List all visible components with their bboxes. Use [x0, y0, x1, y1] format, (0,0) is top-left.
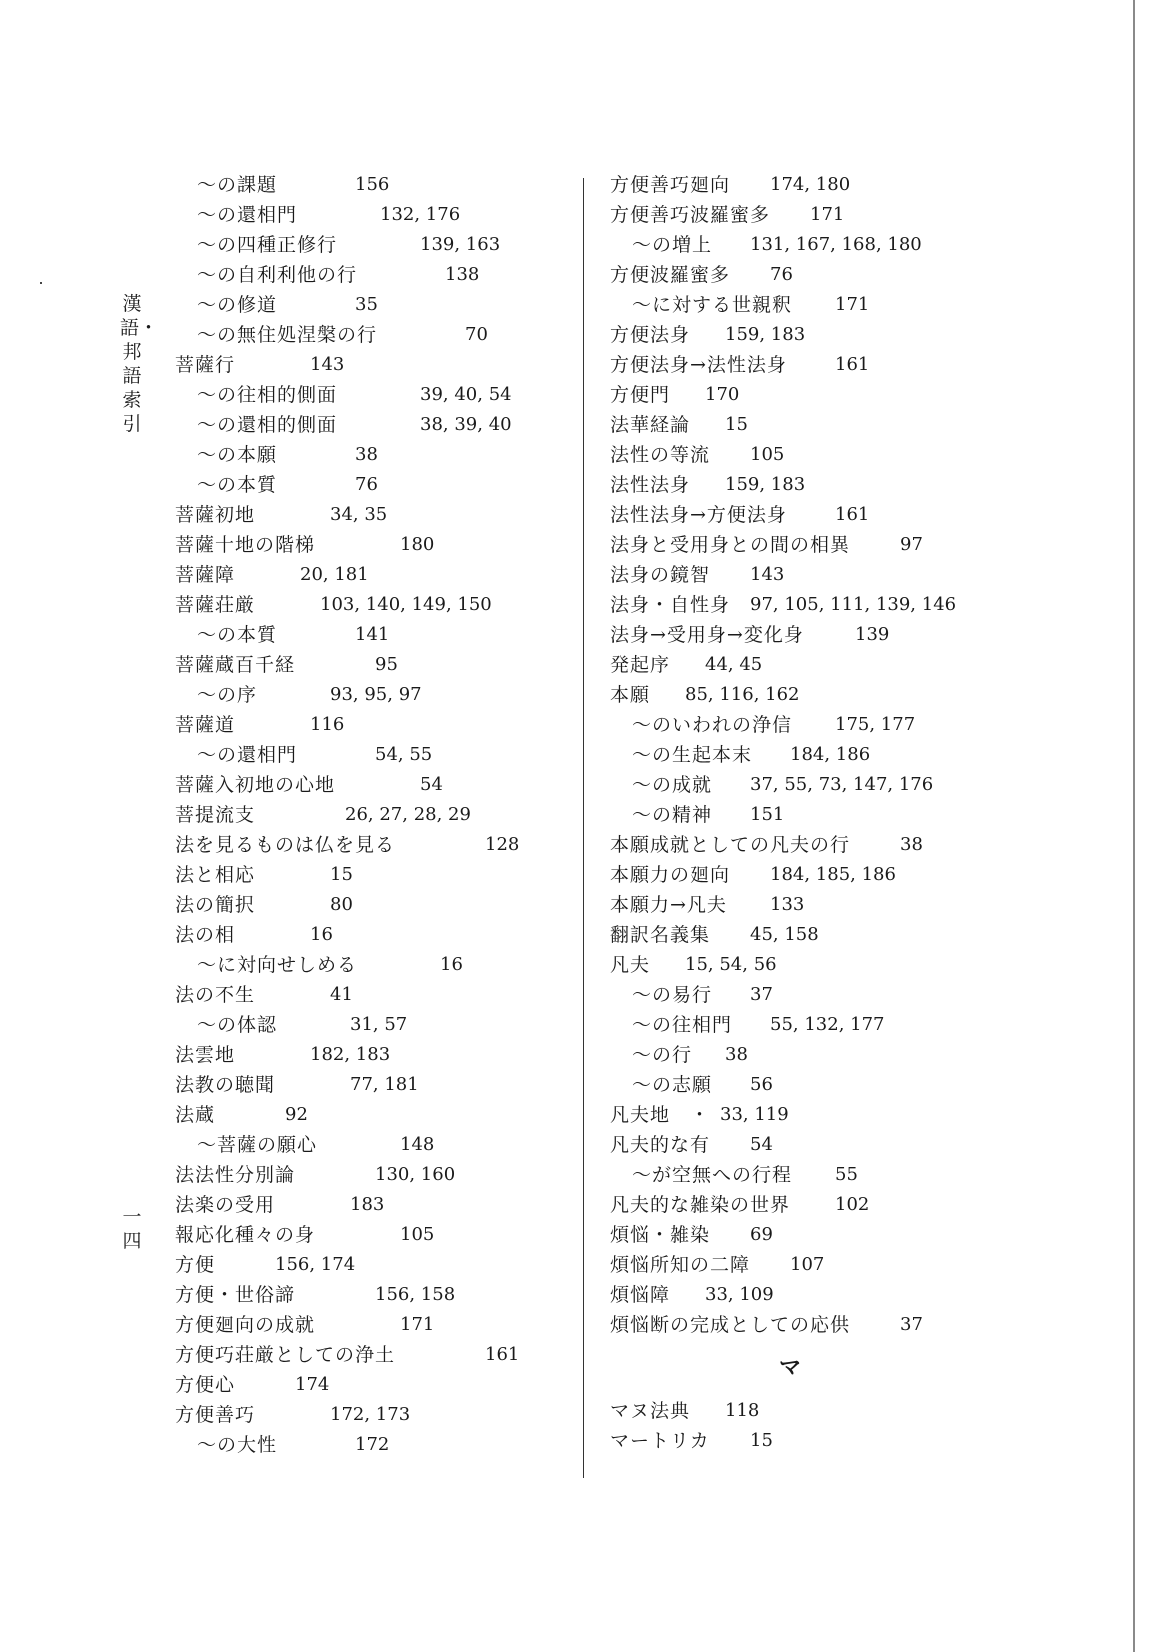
index-term: 凡夫: [610, 954, 651, 976]
page-references: 174, 180: [770, 174, 851, 195]
page-references: 70: [465, 324, 488, 345]
page-references: 55: [835, 1164, 858, 1185]
page-references: 105: [750, 444, 785, 465]
left_column-entry: [175, 530, 575, 560]
page-references: 183: [350, 1194, 385, 1215]
left_column-entry: [175, 260, 575, 290]
index-term: 凡夫的な有: [610, 1134, 711, 1156]
right_column-entry: [610, 1250, 1030, 1280]
index-term: 法性法身→方便法身: [610, 504, 787, 526]
left_column-entry: [175, 1280, 575, 1310]
page-references: 116: [310, 714, 345, 735]
page-references: 172: [355, 1434, 390, 1455]
page-references: 161: [485, 1344, 520, 1365]
right_column-entry: [610, 740, 1030, 770]
index-term: ～のいわれの浄信: [632, 714, 793, 736]
page-references: 103, 140, 149, 150: [320, 594, 492, 615]
index-term: 方便善巧廻向: [610, 174, 731, 196]
left_column-entry: [175, 1310, 575, 1340]
index-term: 翻訳名義集: [610, 924, 711, 946]
left_column-entry: [175, 170, 575, 200]
page-references: 35: [355, 294, 378, 315]
right_column-entry: [610, 500, 1030, 530]
index-term: 法の簡択: [175, 894, 256, 916]
index-term: 煩悩障: [610, 1284, 671, 1306]
page-references: 171: [400, 1314, 435, 1335]
index-term: 煩悩・雑染: [610, 1224, 711, 1246]
index-term: 法雲地: [175, 1044, 236, 1066]
right_column-entry: [610, 590, 1030, 620]
left_column-entry: [175, 1190, 575, 1220]
page-references: 37: [750, 984, 773, 1005]
page-references: 174: [295, 1374, 330, 1395]
index-term: ～の無住処涅槃の行: [197, 324, 378, 346]
right_column-entry: [610, 1160, 1030, 1190]
left_column-entry: [175, 1340, 575, 1370]
page-references: 143: [310, 354, 345, 375]
index-term: 法の相: [175, 924, 236, 946]
left_column-entry: [175, 1160, 575, 1190]
page-references: 97, 105, 111, 139, 146: [750, 594, 957, 615]
left_column-entry: [175, 740, 575, 770]
page-references: 38: [355, 444, 378, 465]
left_column-entry: [175, 230, 575, 260]
right_column-entry: [610, 380, 1030, 410]
page-references: 118: [725, 1400, 760, 1421]
page-references: 184, 186: [790, 744, 871, 765]
right-column: [610, 170, 1030, 1456]
page-references: 128: [485, 834, 520, 855]
index-term: ～の課題: [197, 174, 278, 196]
left_column-entry: [175, 1040, 575, 1070]
index-term: ～の増上: [632, 234, 713, 256]
page-references: 20, 181: [300, 564, 369, 585]
page-references: 93, 95, 97: [330, 684, 422, 705]
index-term: ～の還相門: [197, 204, 298, 226]
index-term: 法蔵: [175, 1104, 216, 1126]
index-term: 煩悩所知の二障: [610, 1254, 751, 1276]
page-references: 102: [835, 1194, 870, 1215]
index-term: ～の行: [632, 1044, 693, 1066]
page-references: 76: [770, 264, 793, 285]
page-references: 159, 183: [725, 474, 806, 495]
left_column-entry: [175, 950, 575, 980]
index-term: 法身→受用身→変化身: [610, 624, 804, 646]
page-references: 34, 35: [330, 504, 388, 525]
page-references: 148: [400, 1134, 435, 1155]
index-term: 方便巧荘厳としての浄土: [175, 1344, 396, 1366]
left_column-entry: [175, 980, 575, 1010]
index-term: 法法性分別論: [175, 1164, 296, 1186]
page-references: 56: [750, 1074, 773, 1095]
index-term: 菩薩荘厳: [175, 594, 256, 616]
left_column-entry: [175, 620, 575, 650]
page-references: 175, 177: [835, 714, 916, 735]
left_column-entry: [175, 710, 575, 740]
index-term: ～の本願: [197, 444, 278, 466]
index-term: ～の往相門: [632, 1014, 733, 1036]
left_column-entry: [175, 800, 575, 830]
page-references: 45, 158: [750, 924, 819, 945]
page-number: 一四: [122, 1206, 142, 1252]
page-references: 38: [725, 1044, 748, 1065]
page-references: 161: [835, 354, 870, 375]
page-references: 133: [770, 894, 805, 915]
right_column-entry: [610, 1100, 1030, 1130]
page-references: 69: [750, 1224, 773, 1245]
section_entries-entry: [610, 1426, 1030, 1456]
right_column-entry: [610, 1070, 1030, 1100]
index-term: 菩薩道: [175, 714, 236, 736]
index-term: 菩提流支: [175, 804, 256, 826]
right_column-entry: [610, 290, 1030, 320]
page-references: 38: [900, 834, 923, 855]
left_column-entry: [175, 1370, 575, 1400]
left_column-entry: [175, 320, 575, 350]
right_column-entry: [610, 260, 1030, 290]
page-references: 31, 57: [350, 1014, 408, 1035]
page-references: 15: [725, 414, 748, 435]
index-term: 法身・自性身: [610, 594, 731, 616]
index-term: 方便: [175, 1254, 216, 1276]
index-term: ～の本質: [197, 624, 278, 646]
right_column-entry: [610, 1190, 1030, 1220]
index-term: 方便善巧: [175, 1404, 256, 1426]
index-term: 方便廻向の成就: [175, 1314, 316, 1336]
right_column-entry: [610, 1220, 1030, 1250]
index-term: ～の体認: [197, 1014, 278, 1036]
page-references: 97: [900, 534, 923, 555]
speck: [40, 282, 42, 284]
page-references: 39, 40, 54: [420, 384, 512, 405]
page-references: 184, 185, 186: [770, 864, 896, 885]
index-term: 煩悩断の完成としての応供: [610, 1314, 851, 1336]
page-references: 105: [400, 1224, 435, 1245]
index-term: ～に対する世親釈: [632, 294, 793, 316]
page-references: 55, 132, 177: [770, 1014, 885, 1035]
index-term: 菩薩障: [175, 564, 236, 586]
index-term: 本願成就としての凡夫の行: [610, 834, 851, 856]
left_column-entry: [175, 1220, 575, 1250]
index-term: マヌ法典: [610, 1400, 691, 1422]
left_column-entry: [175, 470, 575, 500]
page-references: 38, 39, 40: [420, 414, 512, 435]
left_column-entry: [175, 890, 575, 920]
page-references: 15, 54, 56: [685, 954, 777, 975]
index-term: 法性の等流: [610, 444, 711, 466]
right_column-entry: [610, 710, 1030, 740]
page-references: 15: [750, 1430, 773, 1451]
index-term: マートリカ: [610, 1430, 710, 1452]
page-references: 139, 163: [420, 234, 501, 255]
page-references: 54: [750, 1134, 773, 1155]
index-term: 発起序: [610, 654, 671, 676]
page-references: 37: [900, 1314, 923, 1335]
index-term: ～に対向せしめる: [197, 954, 358, 976]
page-references: 41: [330, 984, 353, 1005]
page-references: 37, 55, 73, 147, 176: [750, 774, 934, 795]
right_column-entry: [610, 440, 1030, 470]
left_column-entry: [175, 680, 575, 710]
index-term: 菩薩蔵百千経: [175, 654, 296, 676]
right_column-entry: [610, 980, 1030, 1010]
page-references: 171: [810, 204, 845, 225]
right_column-entry: [610, 560, 1030, 590]
left_column-entry: [175, 500, 575, 530]
index-term: 法性法身: [610, 474, 691, 496]
right-entries: [610, 170, 1030, 1340]
page-references: 130, 160: [375, 1164, 456, 1185]
index-term: ～の本質: [197, 474, 278, 496]
page-references: 139: [855, 624, 890, 645]
right_column-entry: [610, 800, 1030, 830]
index-term: ～の大性: [197, 1434, 278, 1456]
left_column-entry: [175, 1250, 575, 1280]
page-references: 80: [330, 894, 353, 915]
left_column-entry: [175, 1400, 575, 1430]
index-term: ～の還相的側面: [197, 414, 338, 436]
index-term: ～の修道: [197, 294, 278, 316]
page-references: 44, 45: [705, 654, 763, 675]
left_column-entry: [175, 560, 575, 590]
left_column-entry: [175, 650, 575, 680]
page-references: 171: [835, 294, 870, 315]
page-references: 33, 109: [705, 1284, 774, 1305]
right_column-entry: [610, 650, 1030, 680]
index-term: 本願: [610, 684, 651, 706]
right_column-entry: [610, 320, 1030, 350]
left_column-entry: [175, 410, 575, 440]
page-references: 107: [790, 1254, 825, 1275]
index-term: 方便門: [610, 384, 671, 406]
page-references: 77, 181: [350, 1074, 419, 1095]
index-term: 方便法身→法性法身: [610, 354, 787, 376]
index-term: 本願力の廻向: [610, 864, 731, 886]
page-references: 95: [375, 654, 398, 675]
left-column: [175, 170, 575, 1460]
index-term: ～の志願: [632, 1074, 713, 1096]
right_column-entry: [610, 200, 1030, 230]
index-term: 菩薩入初地の心地: [175, 774, 336, 796]
index-term: ～の易行: [632, 984, 713, 1006]
index-term: 本願力→凡夫: [610, 894, 727, 916]
page-references: 76: [355, 474, 378, 495]
index-term: ～の精神: [632, 804, 713, 826]
index-term: 菩薩初地: [175, 504, 256, 526]
right_column-entry: [610, 890, 1030, 920]
section-entries: [610, 1396, 1030, 1456]
left_column-entry: [175, 200, 575, 230]
index-term: ～の往相的側面: [197, 384, 338, 406]
left_column-entry: [175, 590, 575, 620]
index-term: 法楽の受用: [175, 1194, 276, 1216]
index-term: 方便善巧波羅蜜多: [610, 204, 771, 226]
left_column-entry: [175, 860, 575, 890]
index-term: ～の生起本末: [632, 744, 753, 766]
page-references: 54, 55: [375, 744, 433, 765]
page-references: 33, 119: [720, 1104, 789, 1125]
right_column-entry: [610, 470, 1030, 500]
right_column-entry: [610, 770, 1030, 800]
right_column-entry: [610, 530, 1030, 560]
left_column-entry: [175, 380, 575, 410]
page-references: 156, 174: [275, 1254, 356, 1275]
page-references: 172, 173: [330, 1404, 411, 1425]
section-heading: マ: [778, 1355, 801, 1381]
index-term: 方便心: [175, 1374, 236, 1396]
right_column-entry: [610, 1130, 1030, 1160]
index-term: 凡夫的な雑染の世界: [610, 1194, 791, 1216]
index-term: 報応化種々の身: [175, 1224, 316, 1246]
index-term: 法教の聴聞: [175, 1074, 276, 1096]
left_column-entry: [175, 770, 575, 800]
right_column-entry: [610, 230, 1030, 260]
page-references: 182, 183: [310, 1044, 391, 1065]
index-term: 方便法身: [610, 324, 691, 346]
column-divider: [583, 178, 584, 1478]
page-references: 92: [285, 1104, 308, 1125]
right_column-entry: [610, 1040, 1030, 1070]
page-references: 161: [835, 504, 870, 525]
left_column-entry: [175, 830, 575, 860]
right_column-entry: [610, 350, 1030, 380]
page-references: 180: [400, 534, 435, 555]
index-term: 方便・世俗諦: [175, 1284, 296, 1306]
page-references: 151: [750, 804, 785, 825]
left_column-entry: [175, 350, 575, 380]
page-references: 156: [355, 174, 390, 195]
right_column-entry: [610, 950, 1030, 980]
page-references: 170: [705, 384, 740, 405]
page-references: 156, 158: [375, 1284, 456, 1305]
index-term: 方便波羅蜜多: [610, 264, 731, 286]
index-term: 法を見るものは仏を見る: [175, 834, 396, 856]
right_column-entry: [610, 1310, 1030, 1340]
right_column-entry: [610, 830, 1030, 860]
index-term: 法の不生: [175, 984, 256, 1006]
page-references: 85, 116, 162: [685, 684, 800, 705]
left_column-entry: [175, 1010, 575, 1040]
right_column-entry: [610, 620, 1030, 650]
index-term: ～の成就: [632, 774, 713, 796]
left_column-entry: [175, 1070, 575, 1100]
page-references: 159, 183: [725, 324, 806, 345]
page-references: 54: [420, 774, 443, 795]
left_column-entry: [175, 440, 575, 470]
right_column-entry: [610, 1010, 1030, 1040]
left_column-entry: [175, 1430, 575, 1460]
index-term: ～の還相門: [197, 744, 298, 766]
section_entries-entry: [610, 1396, 1030, 1426]
index-term: 法華経論: [610, 414, 691, 436]
page-references: 143: [750, 564, 785, 585]
page-references: 131, 167, 168, 180: [750, 234, 922, 255]
index-term: ～菩薩の願心: [197, 1134, 318, 1156]
page-references: 16: [440, 954, 463, 975]
right_column-entry: [610, 680, 1030, 710]
index-term: ～の四種正修行: [197, 234, 338, 256]
left_column-entry: [175, 1100, 575, 1130]
index-term: 菩薩行: [175, 354, 236, 376]
index-term: 法身と受用身との間の相異: [610, 534, 851, 556]
index-term: 法身の鏡智: [610, 564, 711, 586]
page-edge: [1133, 0, 1135, 1652]
page-references: 138: [445, 264, 480, 285]
page-references: 26, 27, 28, 29: [345, 804, 471, 825]
page-references: 15: [330, 864, 353, 885]
index-term: ～が空無への行程: [632, 1164, 793, 1186]
index-term: ～の自利利他の行: [197, 264, 358, 286]
page-references: 16: [310, 924, 333, 945]
index-term: ～の序: [197, 684, 258, 706]
left_column-entry: [175, 1130, 575, 1160]
index-term: 法と相応: [175, 864, 256, 886]
right_column-entry: [610, 860, 1030, 890]
left_column-entry: [175, 290, 575, 320]
running-head: 漢語・邦語索引: [120, 293, 159, 435]
right_column-entry: [610, 1280, 1030, 1310]
right_column-entry: [610, 920, 1030, 950]
index-term: 凡夫地 ・: [610, 1104, 711, 1126]
right_column-entry: [610, 170, 1030, 200]
page-references: 141: [355, 624, 390, 645]
left_column-entry: [175, 920, 575, 950]
right_column-entry: [610, 410, 1030, 440]
page-references: 132, 176: [380, 204, 461, 225]
index-term: 菩薩十地の階梯: [175, 534, 316, 556]
